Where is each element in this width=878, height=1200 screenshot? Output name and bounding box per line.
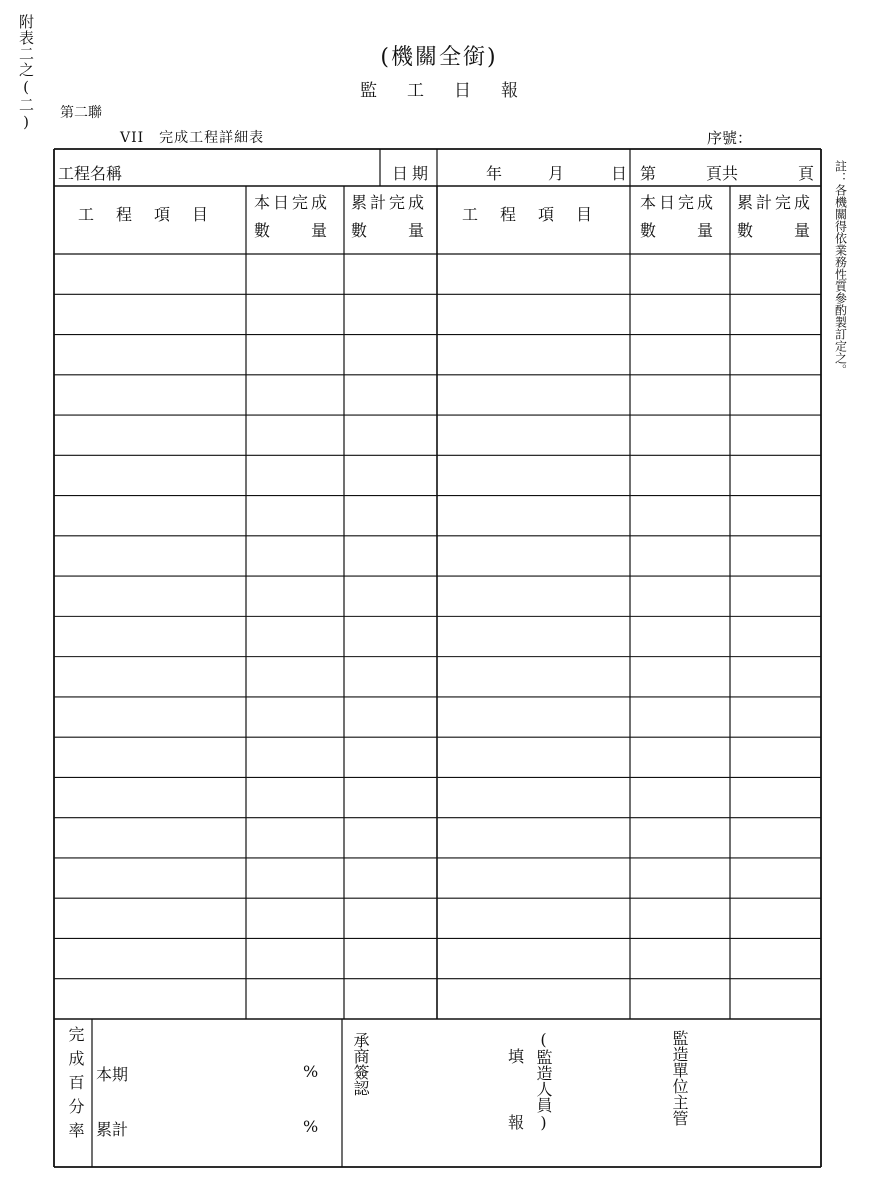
cumulative-percent: % xyxy=(303,1117,319,1136)
col-today-header-left: 本日完成 xyxy=(254,193,331,212)
col-today-unit-left: 數 量 xyxy=(254,221,331,240)
item-row[interactable] xyxy=(54,657,821,697)
item-row[interactable] xyxy=(54,536,821,576)
section-title: VII 完成工程詳細表 xyxy=(120,130,265,146)
supervisor-chief-label: 監造單位主管 xyxy=(670,1030,689,1126)
col-today-unit-right: 數 量 xyxy=(640,221,717,240)
item-row[interactable] xyxy=(54,294,821,334)
item-row[interactable] xyxy=(54,938,821,978)
col-cumulative-header-left: 累計完成 xyxy=(351,193,428,212)
item-row[interactable] xyxy=(54,697,821,737)
col-item-header-right: 工 程 項 目 xyxy=(462,205,596,224)
item-rows xyxy=(54,254,821,1019)
copy-label: 第二聯 xyxy=(60,105,102,121)
document-title: 監工日報 xyxy=(360,81,548,101)
fill-label: 填 xyxy=(508,1047,525,1066)
item-row[interactable] xyxy=(54,375,821,415)
col-item-header-left: 工 程 項 目 xyxy=(78,205,212,224)
col-cumulative-header-right: 累計完成 xyxy=(737,193,814,212)
col-today-header-right: 本日完成 xyxy=(640,193,717,212)
date-label: 日期 xyxy=(392,164,433,183)
col-cumulative-unit-left: 數 量 xyxy=(351,221,428,240)
contractor-signature-label: 承商簽認 xyxy=(351,1032,370,1096)
item-row[interactable] xyxy=(54,898,821,938)
date-month-label: 月 xyxy=(548,164,565,183)
side-note: 註：各機關得依業務性質參酌製訂定之。 xyxy=(833,160,848,376)
item-row[interactable] xyxy=(54,858,821,898)
item-row[interactable] xyxy=(54,415,821,455)
page-label-middle: 頁共 xyxy=(706,164,739,183)
project-name-label: 工程名稱 xyxy=(58,164,123,183)
item-row[interactable] xyxy=(54,496,821,536)
item-row[interactable] xyxy=(54,979,821,1019)
current-period-percent: % xyxy=(303,1062,319,1081)
item-row[interactable] xyxy=(54,455,821,495)
date-day-label: 日 xyxy=(611,164,628,183)
current-period-label: 本期 xyxy=(96,1065,129,1084)
page-label-suffix: 頁 xyxy=(798,164,815,183)
serial-number-label: 序號： xyxy=(707,129,753,147)
item-row[interactable] xyxy=(54,737,821,777)
item-row[interactable] xyxy=(54,777,821,817)
date-year-label: 年 xyxy=(486,164,503,183)
page-label-prefix: 第 xyxy=(640,164,657,183)
item-row[interactable] xyxy=(54,254,821,294)
item-row[interactable] xyxy=(54,818,821,858)
report-label: 報 xyxy=(508,1113,525,1132)
col-cumulative-unit-right: 數 量 xyxy=(737,221,814,240)
agency-title: (機關全銜) xyxy=(380,45,498,70)
form-attachment-label: 附表二之(二) xyxy=(17,14,35,132)
item-row[interactable] xyxy=(54,576,821,616)
supervisor-person-label: (監造人員) xyxy=(534,1030,553,1132)
cumulative-label: 累計 xyxy=(96,1120,129,1139)
item-row[interactable] xyxy=(54,616,821,656)
completion-rate-label: 完成百分率 xyxy=(66,1026,85,1146)
item-row[interactable] xyxy=(54,335,821,375)
